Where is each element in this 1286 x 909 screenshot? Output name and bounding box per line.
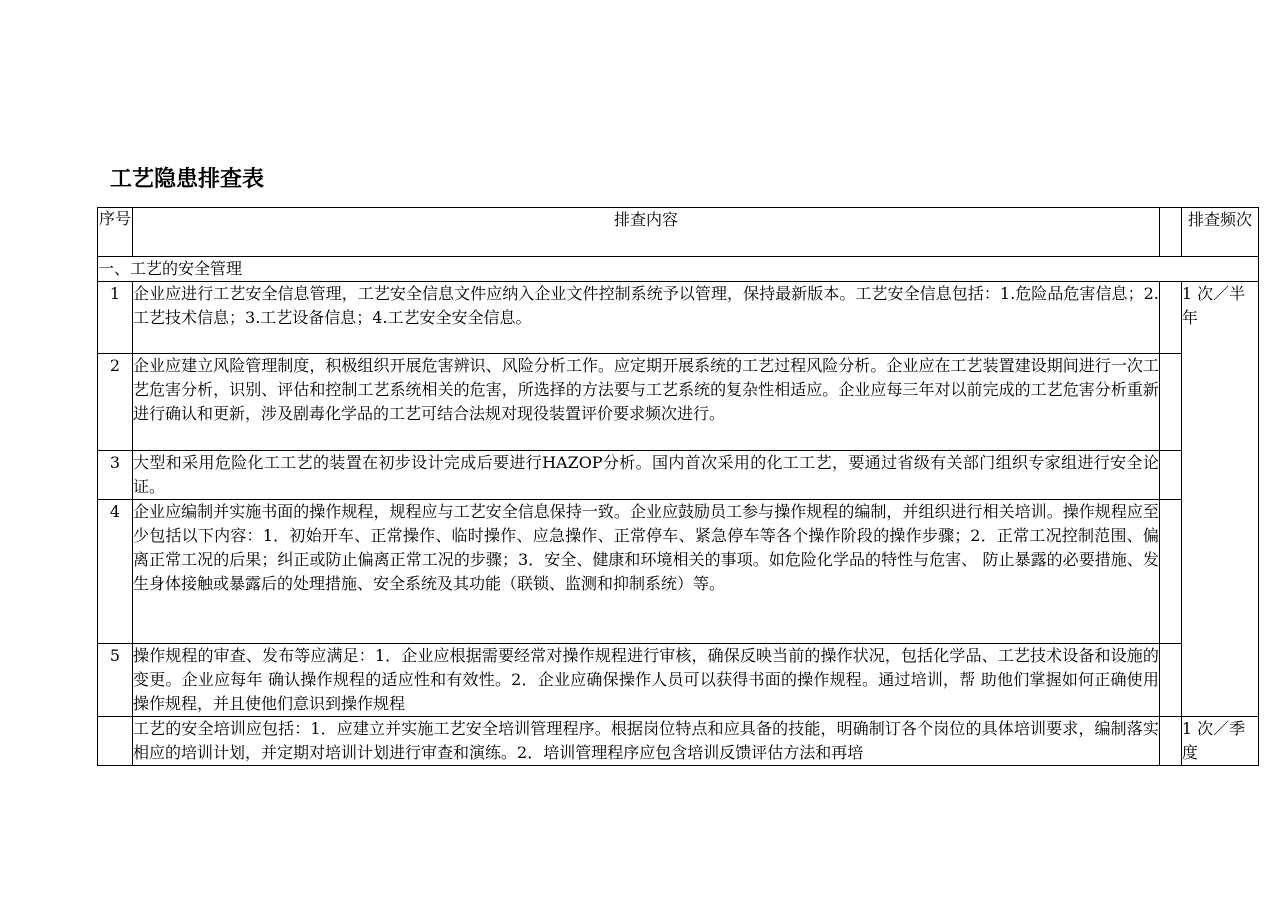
row-content: 工艺的安全培训应包括：1．应建立并实施工艺安全培训管理程序。根据岗位特点和应具备的技能，明确制订各个岗位的具体培训要求，编制落实相应的培训计划，并定期对培训计划进行审查和演练。2．培训管理程序应包含培训反馈评估方法和再培 — [133, 717, 1160, 766]
row-blank — [1159, 451, 1181, 500]
row-no: 4 — [98, 500, 133, 644]
frequency-text: 1 次／半年 — [1181, 284, 1246, 327]
row-no — [98, 717, 133, 766]
row-blank — [1159, 644, 1181, 717]
section-row — [98, 257, 1259, 282]
header-no: 序号 — [98, 208, 133, 257]
frequency-text: 1 次／季度 — [1181, 719, 1246, 762]
table-row — [98, 500, 1259, 644]
row-no: 5 — [98, 644, 133, 717]
table-row — [98, 717, 1259, 766]
row-content: 企业应编制并实施书面的操作规程，规程应与工艺安全信息保持一致。企业应鼓励员工参与操作规程的编制，并组织进行相关培训。操作规程应至少包括以下内容：1．初始开车、正常操作、临时操作、应急操作、正常停车、紧急停车等各个操作阶段的操作步骤；2．正常工况控制范围、偏离正常工况的后果；纠正或防止偏离正常工况的步骤；3．安全、健康和环境相关的事项。如危险化学品的特性与危害、 防止暴露的必要措施、发生身体接触或暴露后的处理措施、安全系统及其功能（联锁、监测和抑制系统）等。 — [133, 500, 1160, 644]
table-row — [98, 282, 1259, 354]
table-header-row — [98, 208, 1259, 257]
row-content: 大型和采用危险化工工艺的装置在初步设计完成后要进行HAZOP分析。国内首次采用的化工工艺，要通过省级有关部门组织专家组进行安全论证。 — [133, 451, 1160, 500]
row-blank — [1159, 354, 1181, 451]
header-blank — [1159, 208, 1181, 257]
inspection-table — [97, 207, 1259, 766]
row-blank — [1159, 282, 1181, 354]
header-frequency: 排查频次 — [1181, 208, 1258, 257]
row-content: 企业应进行工艺安全信息管理，工艺安全信息文件应纳入企业文件控制系统予以管理，保持最新版本。工艺安全信息包括：1.危险品危害信息；2.工艺技术信息；3.工艺设备信息；4.工艺安全安全信息。 — [133, 282, 1160, 354]
row-content: 企业应建立风险管理制度，积极组织开展危害辨识、风险分析工作。应定期开展系统的工艺过程风险分析。企业应在工艺装置建设期间进行一次工艺危害分析，识别、评估和控制工艺系统相关的危害，所选择的方法要与工艺系统的复杂性相适应。企业应每三年对以前完成的工艺危害分析重新进行确认和更新，涉及剧毒化学品的工艺可结合法规对现役装置评价要求频次进行。 — [133, 354, 1160, 451]
row-content: 操作规程的审查、发布等应满足：1．企业应根据需要经常对操作规程进行审核，确保反映当前的操作状况，包括化学品、工艺技术设备和设施的变更。企业应每年 确认操作规程的适应性和有效性。2．企业应确保操作人员可以获得书面的操作规程。通过培训，帮 助他们掌握如何正确使用操作规程，并且使他们意识到操作规程 — [133, 644, 1160, 717]
row-no: 2 — [98, 354, 133, 451]
row-no: 3 — [98, 451, 133, 500]
table-row — [98, 451, 1259, 500]
page-title: 工艺隐患排查表 — [110, 167, 265, 192]
row-blank — [1159, 717, 1181, 766]
table-row — [98, 644, 1259, 717]
row-no: 1 — [98, 282, 133, 354]
row-frequency — [1181, 282, 1258, 717]
row-frequency — [1181, 717, 1258, 766]
section-title: 一、工艺的安全管理 — [98, 257, 1259, 282]
table-row — [98, 354, 1259, 451]
header-content: 排查内容 — [133, 208, 1160, 257]
row-blank — [1159, 500, 1181, 644]
